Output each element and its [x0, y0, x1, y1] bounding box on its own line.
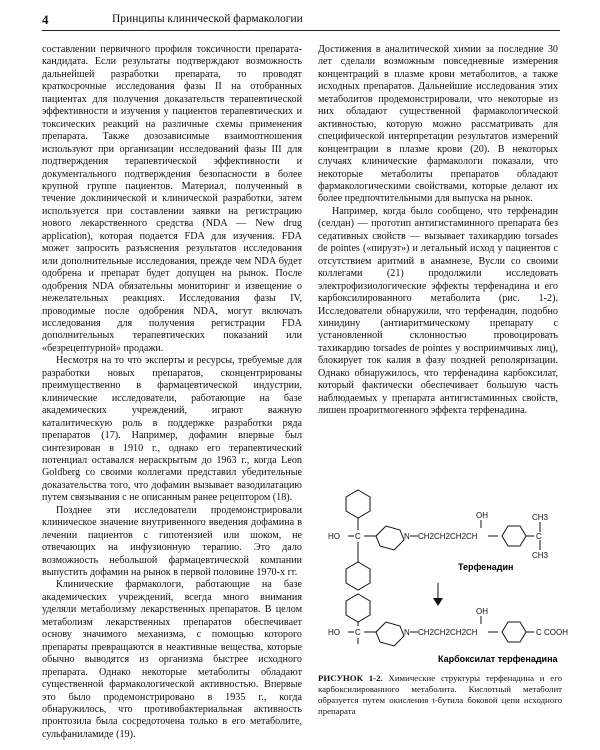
caption-text: Химические структуры терфенадина и его карбоксилированного метаболита. Кислотный метаболит образуется путем окисления t-бутила боковой цепи исходного препарата	[318, 673, 562, 716]
atom-label: COOH	[544, 628, 568, 637]
atom-label: CH2CH2CH2CH	[418, 628, 478, 637]
paragraph: составлении первичного профиля токсичности препарата-кандидата. Если результаты подтверждают возможность дальнейшей разработки препарата, то проводят краткосрочные исследования фазы II на отобранных пациентах для получения доказательств терапевтической эффективности и изучения у пациентов терапевтических и токсических реакций на различные схемы применения препарата. Также дозозависимые взаимоотношения используют при организации исследований фазы III для подтверждения терапевтической эффективности и документального подтверждения безопасности в более крупной группе пациентов. Материал, полученный в течение доклинической и клинической разработки, затем используется при составлении заявки на регистрацию нового лекарственного средства (NDA — New drug application), которая подается FDA для изучения. FDA может запросить разъяснения результатов исследования или дополнительные исследования, прежде чем NDA будет одобрена и препарат будет допущен на рынок. После одобрения NDA обязательны мониторинг и извещение о нежелательных реакциях. Исследования фазы IV, проводимые после одобрения NDA, могут включать исследования для получения регистрации FDA дополнительных терапевтических показаний или «безрецептурной» продажи.	[42, 44, 302, 354]
atom-label: OH	[476, 607, 488, 616]
atom-label: C	[536, 532, 542, 541]
compound-label: Карбоксилат терфенадина	[438, 654, 558, 664]
structure-drawing	[318, 488, 568, 668]
compound-label: Терфенадин	[458, 562, 514, 572]
atom-label: CH3	[532, 551, 549, 560]
atom-label: C	[355, 628, 361, 637]
atom-label: HO	[328, 532, 340, 541]
paragraph: Несмотря на то что эксперты и ресурсы, требуемые для разработки новых препаратов, сконцентрированы преимущественно в фармацевтической индустрии, клинические исследователи, работающие на базе академических учреждений, играют важную каталитическую роль в поддержке разработки ряда препаратов (17). Например, дофамин впервые был синтезирован в 1910 г., однако его терапевтический потенциал оставался нераскрытым до 1963 г., когда Leon Goldberg со своими коллегами представил убедительные доказательства того, что дофамин вызывает вазодилатацию путем связывания с не описанным ранее рецептором (18).	[42, 355, 302, 504]
left-column	[42, 44, 302, 741]
page-header	[42, 10, 560, 31]
chemical-structure-figure	[318, 488, 568, 668]
figure-caption	[318, 673, 562, 717]
atom-label: HO	[328, 628, 340, 637]
phenyl-ring-lower	[346, 562, 370, 590]
atom-label: OH	[476, 511, 488, 520]
piperidine-ring	[376, 526, 404, 550]
atom-label: N	[404, 628, 410, 637]
paragraph: Достижения в аналитической химии за последние 30 лет сделали возможным повседневные измерения концентраций в плазме крови метаболитов, а также исходных препаратов. Дальнейшие исследования этих метаболитов продемонстрировали, что некоторые из них обладают существенной фармакологической активностью, которую можно рассматривать для специфической интерпретации результатов измерений концентрации в плазме крови (20). В некоторых случаях клинические фармакологи показали, что некоторые метаболиты препаратов обладают фармакологическими свойствами, которые делают их более предпочтительными для выпуска на рынок.	[318, 44, 558, 205]
reaction-arrow-icon	[433, 598, 443, 606]
paragraph: Например, когда было сообщено, что терфенадин (селдан) — прототип антигистаминного препарата без седативных свойств — вызывает тахикардию torsades de pointes («пируэт») и летальный исход у пациентов с отсутствием аритмий в анамнезе, Вусли со своими коллегами (21) продолжили исследовать электрофизиологические эффекты терфенадина и его карбоксилированного метаболита (рис. 1-2). Исследователи обнаружили, что терфенадин, подобно хинидину (антиаритмическому препарату с установленной склонностью провоцировать тахикардию torsades de pointes у восприимчивых лиц), блокирует ток калия в фазу поздней реполяризации. Однако обнаружилось, что терфенадина карбоксилат, который фактически обеспечивает большую часть наблюдаемых у препарата антигистаминных свойств, лишен проаритмогенного эффекта терфенадина.	[318, 205, 558, 417]
atom-label: CH3	[532, 513, 549, 522]
caption-label: РИСУНОК 1-2.	[318, 673, 383, 683]
paragraph: Клинические фармакологи, работающие на базе академических учреждений, всегда много внимания уделяли метаболизму лекарственных препаратов. В целом метаболизм лекарственных препаратов обеспечивает основу значимого механизма, с помощью которого препараты превращаются в неактивные вещества, которые обычно выводятся из организма быстрее исходного препарата. Однако некоторые метаболиты обладают существенной фармакологической активностью. Впервые это было продемонстрировано в 1935 г., когда обнаружилось, что противобактериальная активность пронтозила была сосредоточена только в его метаболите, сульфаниламиде (19).	[42, 579, 302, 740]
atom-label: C	[355, 532, 361, 541]
right-column	[318, 44, 558, 418]
atom-label: N	[404, 532, 410, 541]
atom-label: CH2CH2CH2CH	[418, 532, 478, 541]
phenyl-ring-upper	[346, 490, 370, 518]
paragraph: Позднее эти исследователи продемонстрировали клиническое значение внутривенного введения дофамина в лечении пациентов с гипотензией или шоком, не отвечающих на инфузионную терапию. Это дало возможность небольшой фармацевтической компании выпустить дофамин на рынок в первой половине 1970-х гг.	[42, 504, 302, 579]
benzene-ring	[502, 526, 526, 546]
atom-label: C	[536, 628, 542, 637]
page-number: 4	[42, 12, 49, 27]
running-title: Принципы клинической фармакологии	[112, 13, 303, 25]
